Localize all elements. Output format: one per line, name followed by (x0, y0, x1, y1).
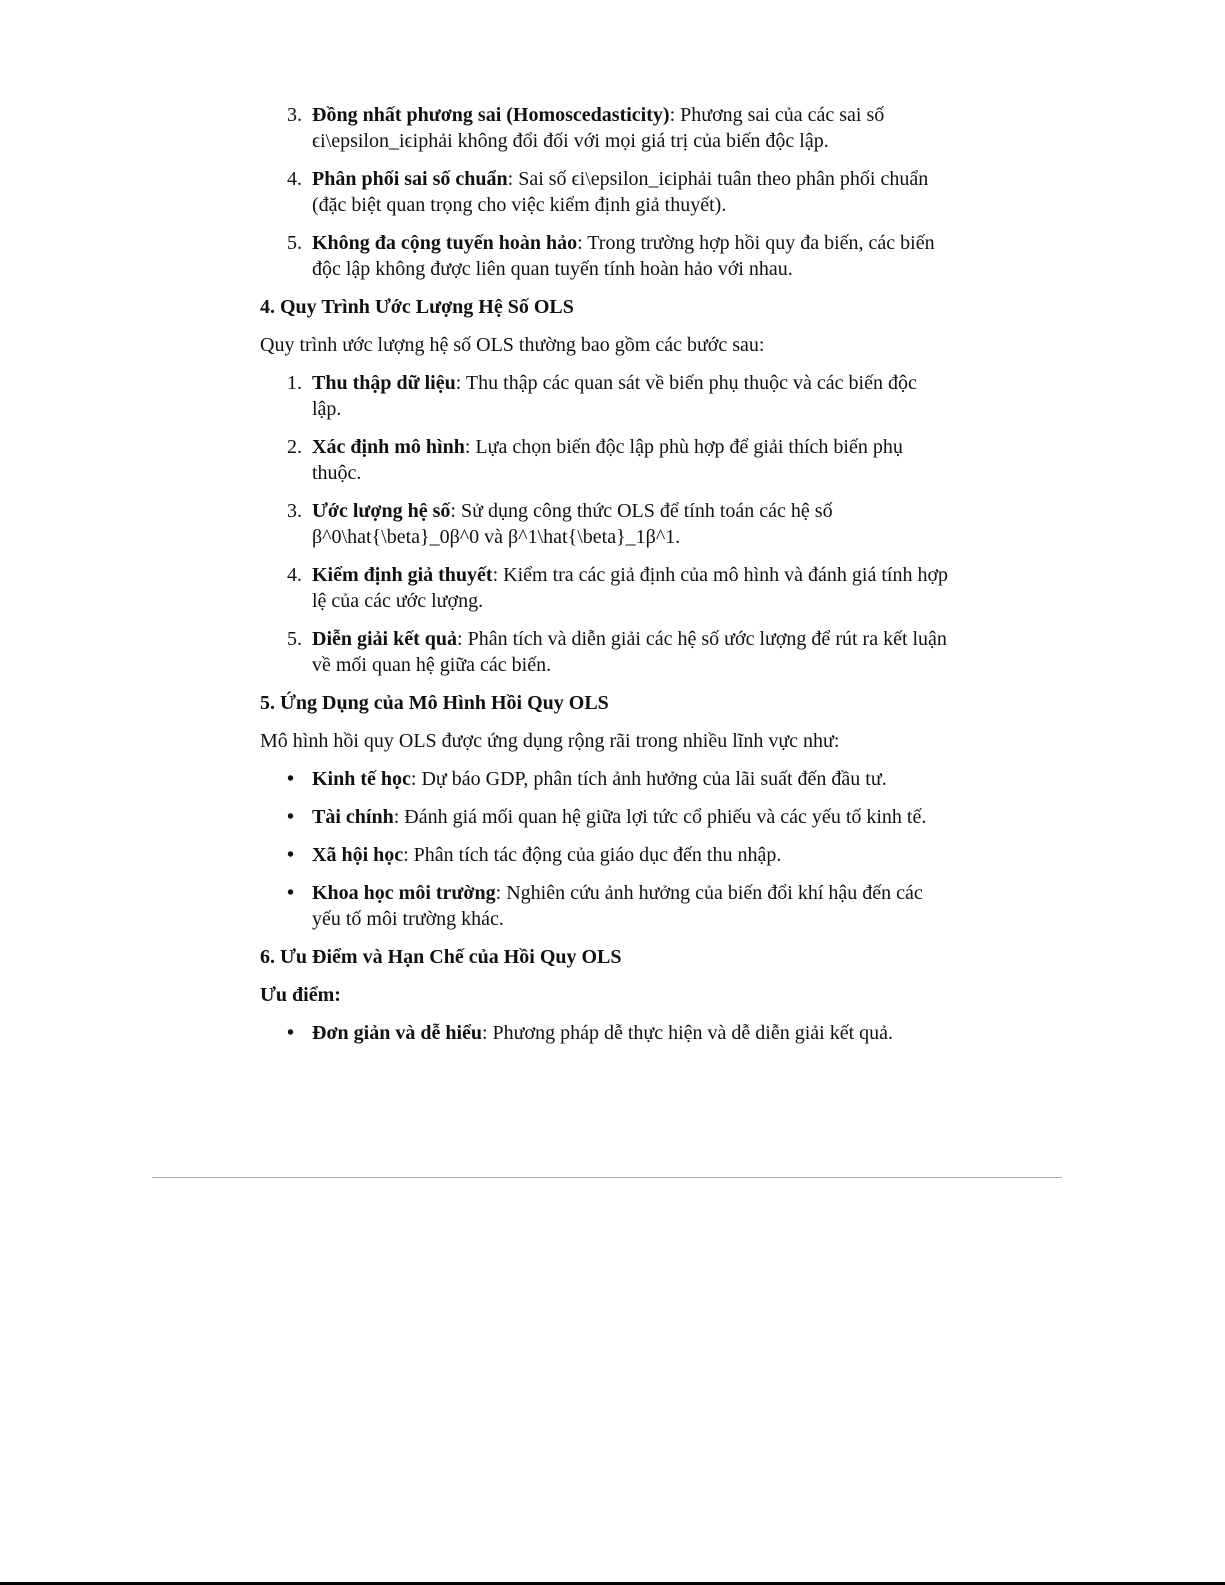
step-item-5 (260, 626, 950, 678)
section-5-intro: Mô hình hồi quy OLS được ứng dụng rộng rãi trong nhiều lĩnh vực như: (260, 730, 840, 752)
item-text: : Phân tích và diễn giải các hệ số ước lượng để rút ra kết luận về mối quan hệ giữa các biến. (312, 628, 947, 676)
item-text: : Phương sai của các sai số ϵi\epsilon_iϵiphải không đổi đối với mọi giá trị của biến độc lập. (312, 104, 885, 152)
item-term: Phân phối sai số chuẩn (312, 168, 508, 190)
list-number: 4. (287, 564, 302, 586)
item-text: : Phân tích tác động của giáo dục đến thu nhập. (403, 844, 782, 866)
section-4-intro: Quy trình ước lượng hệ số OLS thường bao gồm các bước sau: (260, 334, 765, 356)
item-text: : Kiểm tra các giả định của mô hình và đánh giá tính hợp lệ của các ước lượng. (312, 564, 949, 612)
assumption-item-5 (260, 230, 950, 282)
application-item-economics (260, 766, 950, 792)
bullet-icon: • (287, 882, 295, 904)
assumption-item-4 (260, 166, 950, 218)
list-number: 4. (287, 168, 302, 190)
list-number: 2. (287, 436, 302, 458)
item-text: : Nghiên cứu ảnh hưởng của biến đổi khí hậu đến các yếu tố môi trường khác. (312, 882, 923, 930)
advantage-item-simple (260, 1020, 950, 1046)
list-number: 1. (287, 372, 302, 394)
section-5-heading: 5. Ứng Dụng của Mô Hình Hồi Quy OLS (260, 692, 609, 714)
step-item-1 (260, 370, 950, 422)
list-number: 3. (287, 104, 302, 126)
application-item-sociology (260, 842, 950, 868)
application-item-finance (260, 804, 950, 830)
item-term: Không đa cộng tuyến hoàn hảo (312, 232, 578, 254)
item-text: : Sai số ϵi\epsilon_iϵiphải tuân theo phân phối chuẩn (đặc biệt quan trọng cho việc kiểm định giả thuyết). (312, 168, 929, 216)
item-text: : Phương pháp dễ thực hiện và dễ diễn giải kết quả. (482, 1022, 894, 1044)
step-item-2 (260, 434, 950, 486)
list-number: 5. (287, 628, 302, 650)
bullet-icon: • (287, 1022, 295, 1044)
bullet-icon: • (287, 768, 295, 790)
section-6-heading: 6. Ưu Điểm và Hạn Chế của Hồi Quy OLS (260, 946, 622, 968)
step-item-3 (260, 498, 950, 550)
item-term: Kiểm định giả thuyết (312, 564, 493, 586)
item-term: Tài chính (312, 806, 394, 828)
bullet-icon: • (287, 806, 295, 828)
item-text: : Lựa chọn biến độc lập phù hợp để giải thích biến phụ thuộc. (312, 436, 903, 484)
item-text: : Dự báo GDP, phân tích ảnh hưởng của lãi suất đến đầu tư. (410, 768, 887, 790)
application-item-environment (260, 880, 950, 932)
list-number: 5. (287, 232, 302, 254)
item-term: Diễn giải kết quả (312, 628, 458, 650)
item-term: Đồng nhất phương sai (Homoscedasticity) (312, 104, 670, 126)
item-text: : Đánh giá mối quan hệ giữa lợi tức cổ phiếu và các yếu tố kinh tế. (393, 806, 927, 828)
item-text: : Thu thập các quan sát về biến phụ thuộc và các biến độc lập. (312, 372, 917, 420)
item-term: Thu thập dữ liệu (312, 372, 456, 394)
item-term: Ước lượng hệ số (312, 500, 451, 522)
item-text: : Trong trường hợp hồi quy đa biến, các biến độc lập không được liên quan tuyến tính hoàn hảo với nhau. (312, 232, 935, 280)
assumption-item-3 (260, 102, 950, 154)
item-term: Khoa học môi trường (312, 882, 496, 904)
document-body (260, 102, 950, 1058)
item-term: Xã hội học (312, 844, 404, 866)
advantages-subheading: Ưu điểm: (260, 984, 341, 1006)
section-4-heading: 4. Quy Trình Ước Lượng Hệ Số OLS (260, 296, 574, 318)
item-term: Xác định mô hình (312, 436, 465, 458)
bullet-icon: • (287, 844, 295, 866)
step-item-4 (260, 562, 950, 614)
item-term: Kinh tế học (312, 768, 411, 790)
page-divider (152, 1177, 1062, 1178)
item-term: Đơn giản và dễ hiểu (312, 1022, 482, 1044)
item-text: : Sử dụng công thức OLS để tính toán các hệ số β^0\hat{\beta}_0β^0 và β^1\hat{\beta}_1β^1. (312, 500, 833, 548)
list-number: 3. (287, 500, 302, 522)
